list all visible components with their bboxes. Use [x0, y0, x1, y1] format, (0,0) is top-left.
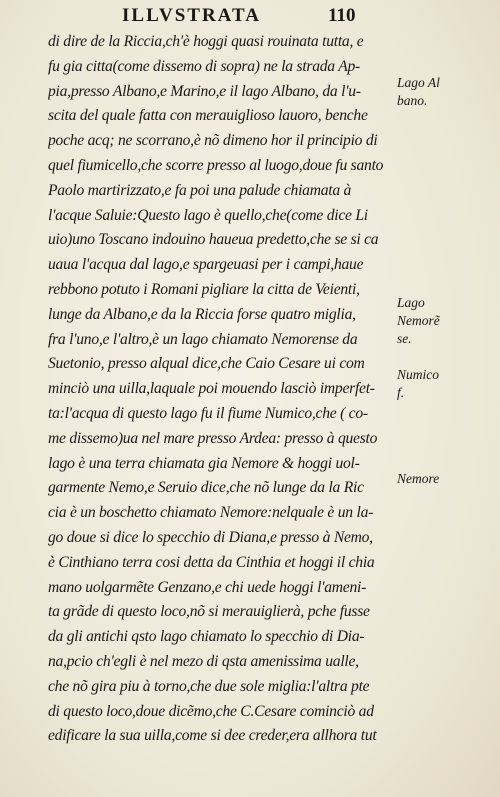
text-line: quel fiumicello,che scorre presso al luogo,doue fu santo	[48, 156, 384, 174]
text-line: l'acque Saluie:Questo lago è quello,che(come dice Li	[48, 206, 368, 224]
marginal-line: se.	[397, 331, 412, 346]
marginal-note-lago-nemorense	[397, 294, 497, 348]
marginal-line: Lago Al	[397, 75, 440, 90]
marginal-note-nemore	[397, 470, 497, 488]
text-line: ta:l'acqua di questo lago fu il fiume Numico,che ( co-	[48, 404, 368, 422]
text-line: Paolo martirizzato,e fa poi una palude chiamata à	[48, 181, 352, 199]
text-line: pia,presso Albano,e Marino,e il lago Albano, da l'u-	[48, 82, 361, 100]
text-line: di dire de la Riccia,ch'è hoggi quasi rouinata tutta, e	[48, 33, 364, 50]
page-number: 110	[328, 5, 356, 26]
marginal-line: Nemorẽ	[397, 313, 440, 328]
marginal-line: bano.	[397, 93, 428, 108]
text-line: di questo loco,doue dicẽmo,che C.Cesare cominciò ad	[48, 702, 374, 720]
text-line: rebbono potuto i Romani pigliare la citta de Veienti,	[48, 280, 360, 298]
marginal-line: Nemore	[397, 471, 440, 486]
text-line: è Cinthiano terra cosi detta da Cinthia et hoggi il chia	[48, 553, 375, 571]
text-line: fu gia citta(come dissemo di sopra) ne la strada Ap-	[48, 57, 360, 75]
text-line: lago è una terra chiamata gia Nemore & hoggi uol-	[48, 454, 360, 472]
text-line: edificare la sua uilla,come si dee creder,era allhora tut	[48, 727, 377, 745]
text-line: uaua l'acqua dal lago,e spargeuasi per i campi,haue	[48, 256, 364, 274]
running-head	[0, 5, 500, 29]
text-line: ta grãde di questo loco,nõ si merauiglierà, pche fusse	[48, 603, 370, 621]
marginal-note-numico	[397, 366, 497, 402]
text-line: cia è un boschetto chiamato Nemore:nelquale è un la-	[48, 504, 374, 522]
text-line: che nõ gira piu à torno,che due sole miglia:l'altra pte	[48, 677, 370, 695]
text-line: na,pcio ch'egli è nel mezo di qsta amenissima ualle,	[48, 652, 359, 670]
text-line: mano uolgarmẽte Genzano,e chi uede hoggi l'ameni-	[48, 578, 367, 596]
text-line: minciò una uilla,laquale poi mouendo lasciò imperfet-	[48, 380, 375, 398]
text-line: poche acq; ne scorrano,è nõ dimeno hor il principio di	[48, 132, 378, 150]
text-line: lunge da Albano,e da la Riccia forse quatro miglia,	[48, 305, 356, 323]
marginal-line: f.	[397, 385, 405, 400]
text-line: garmente Nemo,e Seruio dice,che nõ lunge da la Ric	[48, 479, 364, 497]
text-line: scita del quale fatta con merauiglioso lauoro, benche	[48, 107, 368, 125]
text-line: go doue si dice lo specchio di Diana,e presso à Nemo,	[48, 528, 373, 546]
marginal-line: Numico	[397, 367, 439, 382]
text-line: Suetonio, presso alqual dice,che Caio Cesare ui com	[48, 355, 365, 373]
body-text	[48, 30, 396, 749]
text-line: da gli antichi qsto lago chiamato lo specchio di Dia-	[48, 628, 365, 646]
text-line: fra l'uno,e l'altro,è un lago chiamato Nemorense da	[48, 330, 358, 348]
marginal-note-lago-albano	[397, 74, 497, 110]
text-line: uio)uno Toscano indouino haueua predetto,che se si ca	[48, 231, 379, 249]
text-line: me dissemo)ua nel mare presso Ardea: presso à questo	[48, 429, 378, 447]
running-title: ILLVSTRATA	[122, 5, 261, 26]
marginal-line: Lago	[397, 295, 425, 310]
